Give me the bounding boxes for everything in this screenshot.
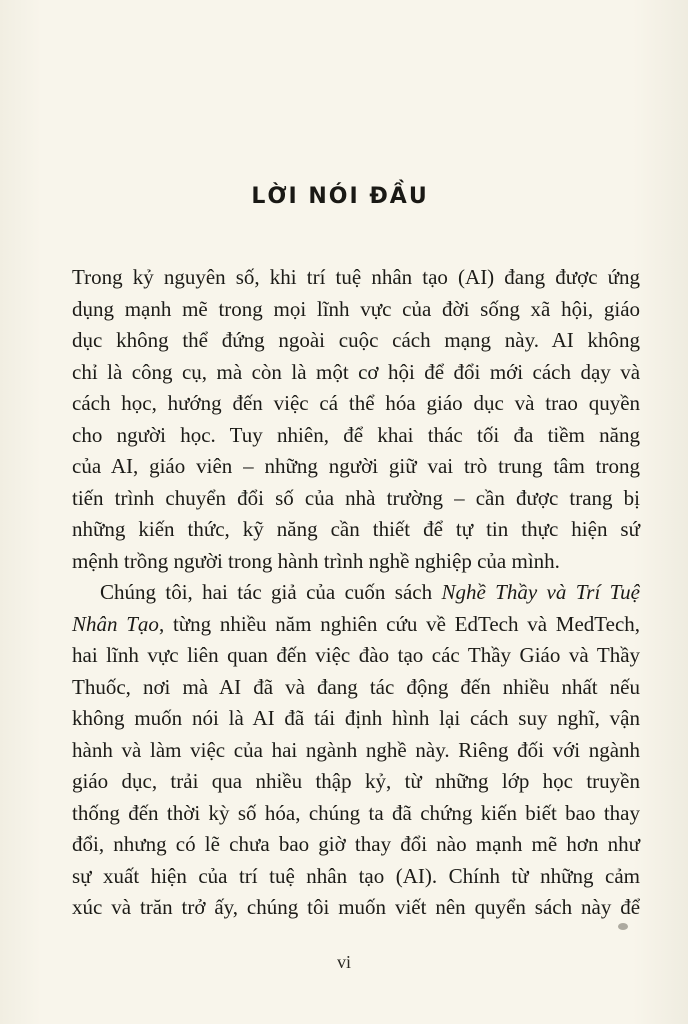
book-title: Nhân Tạo: [72, 611, 159, 636]
text-line: Trong kỷ nguyên số, khi trí tuệ nhân tạo (AI) đang được ứng: [72, 265, 641, 289]
page-number: vi: [336, 952, 351, 972]
text-segment: Chúng tôi, hai tác giả của cuốn sách: [100, 580, 442, 604]
text-line: của AI, giáo viên – những người giữ vai trò trung tâm trong: [72, 454, 640, 478]
book-title: Nghề Thầy và Trí Tuệ: [441, 580, 640, 604]
text-line: Thuốc, nơi mà AI đã và đang tác động đến nhiều nhất nếu: [72, 674, 640, 699]
text-segment: , từng nhiều năm nghiên cứu về EdTech và MedTech,: [158, 611, 641, 636]
text-line: xúc và trăn trở ấy, chúng tôi muốn viết nên quyển sách này để: [72, 895, 641, 919]
text-line: cho người học. Tuy nhiên, để khai thác tối đa tiềm năng: [72, 422, 640, 447]
text-line: [72, 577, 640, 609]
text-line: đổi, nhưng có lẽ chưa bao giờ thay đổi nào mạnh mẽ hơn như: [72, 832, 641, 856]
text-line: hai lĩnh vực liên quan đến việc đào tạo các Thầy Giáo và Thầy: [72, 643, 641, 667]
text-line: dụng mạnh mẽ trong mọi lĩnh vực của đời sống xã hội, giáo: [72, 296, 641, 321]
text-line: hành và làm việc của hai ngành nghề này. Riêng đối với ngành: [72, 737, 641, 762]
body-text: [72, 262, 640, 924]
ink-spot-decoration: [618, 923, 628, 930]
text-line: dục không thể đứng ngoài cuộc cách mạng này. AI không: [72, 328, 640, 352]
text-line: chỉ là công cụ, mà còn là một cơ hội để đổi mới cách dạy và: [72, 359, 641, 384]
page-title: LỜI NÓI ĐẦU: [251, 184, 429, 209]
text-line: [72, 609, 640, 641]
text-line: tiến trình chuyển đổi số của nhà trường – cần được trang bị: [72, 485, 640, 510]
text-line: giáo dục, trải qua nhiều thập kỷ, từ những lớp học truyền: [72, 769, 640, 793]
text-line: cách học, hướng đến việc cá thể hóa giáo dục và trao quyền: [72, 391, 641, 415]
text-line: không muốn nói là AI đã tái định hình lại cách suy nghĩ, vận: [72, 706, 640, 730]
text-line: sự xuất hiện của trí tuệ nhân tạo (AI). Chính từ những cảm: [72, 863, 640, 888]
text-line: mệnh trồng người trong hành trình nghề nghiệp của mình.: [72, 548, 560, 573]
text-line: thống đến thời kỳ số hóa, chúng ta đã chứng kiến biết bao thay: [72, 800, 640, 825]
text-line: những kiến thức, kỹ năng cần thiết để tự tin thực hiện sứ: [72, 517, 640, 541]
